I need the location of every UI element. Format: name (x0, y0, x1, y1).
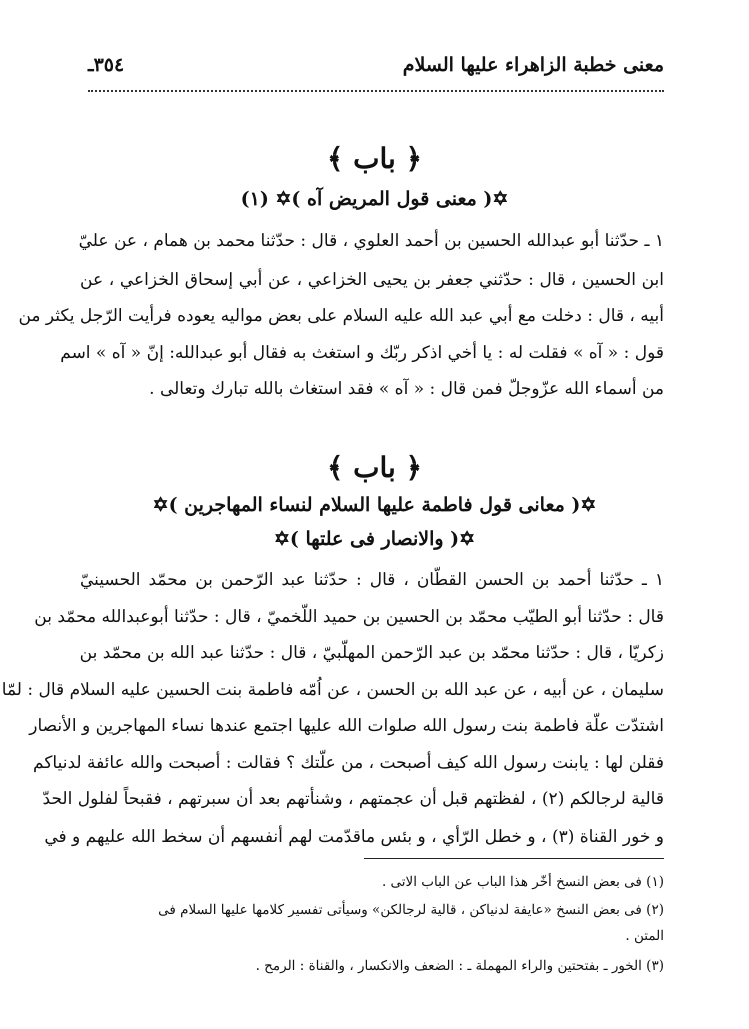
running-title: معنى خطبة الزاهراء عليها السلام (402, 54, 664, 76)
section2-line: قال : حدّثنا أبو الطيّب محمّد بن الحسين بن حميد اللّخميّ ، قال : حدّثنا أبوعبدالله محمّد بن (34, 607, 664, 627)
page-header (88, 48, 664, 82)
section1-line: قول : « آه » فقلت له : يا أخي اذكر ربّك و استغث به فقال أبو عبدالله: إنّ « آه » اسم (60, 343, 664, 363)
section2-line: و خور القناة (٣) ، و خطل الرّأي ، و بئس ماقدّمت لهم أنفسهم أن سخط الله عليهم و في (44, 827, 664, 847)
footnote-divider (364, 858, 664, 859)
section2-title-line2: ✡( والانصار فى علتها )✡ (273, 528, 476, 550)
page-number: ٣٥٤ـ (88, 54, 125, 76)
footnote-2: (٢) فى بعض النسخ «عايفة لدنياكن ، قالية لرجالكن» وسيأتى تفسير كلامها عليها السلام فى (158, 902, 664, 918)
header-divider (88, 90, 664, 92)
section2-line: اشتدّت علّة فاطمة بنت رسول الله صلوات الله عليها اجتمع عندها نساء المهاجرين و الأنصار (29, 716, 664, 736)
section2-line: ١ ـ حدّثنا أحمد بن الحسن القطّان ، قال : حدّثنا عبد الرّحمن بن محمّد الحسينيّ (80, 570, 664, 590)
section1-line: من أسماء الله عزّوجلّ فمن قال : « آه » فقد استغاث بالله تبارك وتعالى . (149, 379, 664, 399)
section1-line: أبيه ، قال : دخلت مع أبي عبد الله عليه السلام على بعض مواليه يعوده فرأيت الرّجل يكثر من (18, 306, 664, 326)
section2-bab-heading: ﴿ باب ﴾ (327, 451, 422, 484)
section2-line: سليمان ، عن أبيه ، عن عبد الله بن الحسن ، عن اُمّه فاطمة بنت الحسين عليه السلام قال : لمّا (1, 680, 664, 700)
footnote-1: (١) فى بعض النسخ أخّر هذا الباب عن الباب الاتى . (381, 874, 664, 890)
section1-line: ابن الحسين ، قال : حدّثني جعفر بن يحيى الخزاعي ، عن أبي إسحاق الخزاعي ، عن (80, 270, 664, 290)
section1-bab-heading: ﴿ باب ﴾ (327, 142, 422, 175)
section2-line: قالية لرجالكم (٢) ، لفظتهم قبل أن عجمتهم ، وشنأتهم بعد أن سبرتهم ، فقبحاً لفلول الحدّ (42, 789, 664, 809)
footnote-3: (٣) الخور ـ بفتحتين والراء المهملة ـ : الضعف والانكسار ، والقناة : الرمح . (255, 958, 664, 974)
footnote-2-continued: المتن . (625, 928, 664, 944)
section1-line: ١ ـ حدّثنا أبو عبدالله الحسين بن أحمد العلوي ، قال : حدّثنا محمد بن همام ، عن عليّ (78, 231, 664, 251)
section2-line: زكريّا ، قال : حدّثنا محمّد بن عبد الرّحمن المهلّبيّ ، قال : حدّثنا عبد الله بن محمّد بن (79, 643, 664, 663)
section1-title: ✡( معنى قول المريض آه )✡ (١) (240, 188, 509, 210)
section2-title-line1: ✡( معانى قول فاطمة عليها السلام لنساء المهاجرين )✡ (152, 494, 597, 516)
section2-line: فقلن لها : يابنت رسول الله كيف أصبحت ، من علّتك ؟ فقالت : أصبحت والله عائفة لدنياكم (33, 753, 664, 773)
